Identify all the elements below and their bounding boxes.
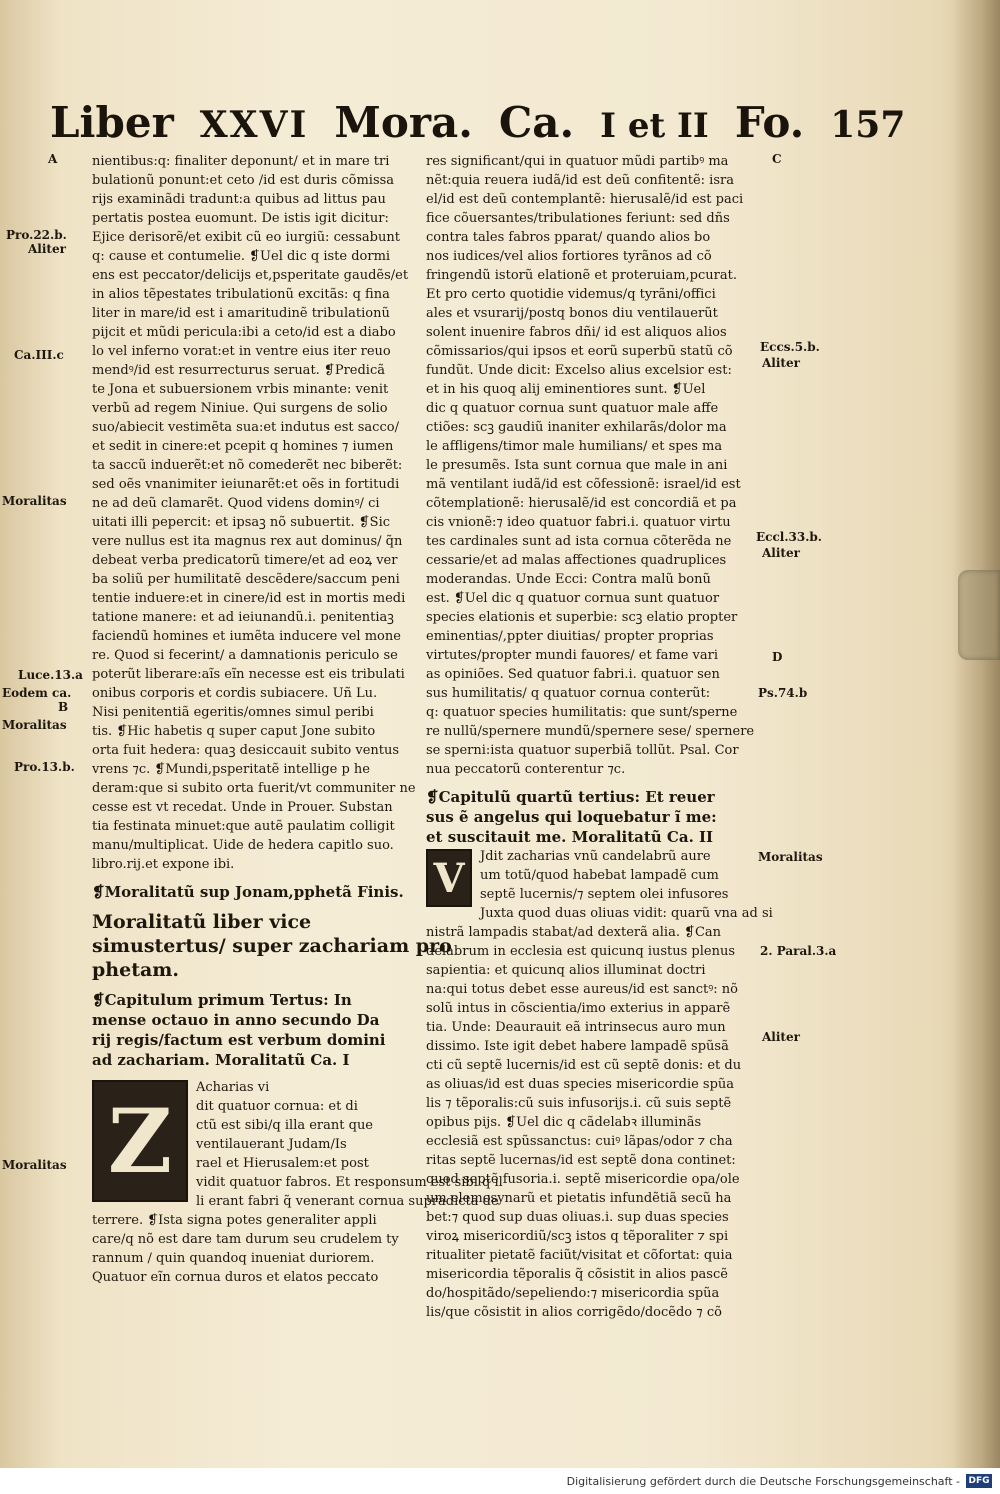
text-line: vidit quatuor fabros. Et responsum est sibi q il xyxy=(196,1175,503,1190)
text-line: tia festinata minuet:que autẽ paulatim colligit xyxy=(92,819,395,834)
text-line: fice cõuersantes/tribulationes feriunt: sed dñs xyxy=(426,211,730,226)
text-line: mã ventilant iudã/id est cõfessionẽ: israel/id est xyxy=(426,477,741,492)
text-line: species elationis et superbie: scꝫ elatio propter xyxy=(426,610,738,625)
text-line: na:qui totus debet esse aureus/id est sanctꝰ: nõ xyxy=(426,982,738,997)
text-line: dit quatuor cornua: et di xyxy=(196,1099,358,1114)
header-book-number: XXVI xyxy=(199,104,309,146)
text-line: ritualiter pietatẽ faciũt/visitat et cõfortat: quia xyxy=(426,1248,733,1263)
page-edge-shadow xyxy=(952,0,1000,1468)
text-line: Et pro certo quotidie videmus/q tyrãni/offici xyxy=(426,287,716,302)
margin-aliter-right-3: Aliter xyxy=(762,1030,800,1044)
margin-ref-eccl33: Eccl.33.b. xyxy=(756,530,822,544)
text-line: ta saccũ induerẽt:et nõ comederẽt nec biberẽt: xyxy=(92,458,403,473)
text-line: faciendũ homines et iumẽta inducere vel mone xyxy=(92,629,401,644)
text-line: vere nullus est ita magnus rex aut dominus/ q̃n xyxy=(92,534,403,549)
margin-letter-c: C xyxy=(772,152,782,166)
margin-moralitas-right: Moralitas xyxy=(758,850,823,864)
text-line: cis vnionẽ:⁊ ideo quatuor fabri.i. quatuor virtu xyxy=(426,515,731,530)
margin-letter-b: B xyxy=(58,700,69,714)
text-line: ens est peccator/delicijs et,psperitate gaudẽs/et xyxy=(92,268,409,283)
text-line: le presumẽs. Ista sunt cornua que male in ani xyxy=(426,458,728,473)
text-line: tes cardinales sunt ad ista cornua cõterẽda ne xyxy=(426,534,732,549)
text-line: sed oẽs vnanimiter ieiunarẽt:et oẽs in fortitudi xyxy=(92,477,400,492)
text-line: cti cũ septẽ lucernis/id est cũ septẽ donis: et du xyxy=(426,1058,742,1073)
text-line: lo vel inferno vorat:et in ventre eius iter reuo xyxy=(92,344,391,359)
text-line: in alios tẽpestates tribulationũ excitãs: q fina xyxy=(92,287,390,302)
text-line: vrens ⁊c. ❡Mundi,psperitatẽ intellige p he xyxy=(92,762,370,777)
margin-letter-a: A xyxy=(48,152,58,166)
text-line: ctũ est sibi/q illa erant que xyxy=(196,1118,374,1133)
book-heading-line-3: phetam. xyxy=(92,959,179,981)
text-line: nẽt:quia reuera iudã/id est deũ confitentẽ: isra xyxy=(426,173,734,188)
text-line: as oliuas/id est duas species misericordie spũa xyxy=(426,1077,735,1092)
text-line: ctiões: scꝫ gaudiũ inaniter exhilarãs/dolor ma xyxy=(426,420,727,435)
text-line: suo/abiecit vestimẽta sua:et indutus est sacco/ xyxy=(92,420,399,435)
margin-moralitas-2: Moralitas xyxy=(2,718,67,732)
text-line: dic q quatuor cornua sunt quatuor male affe xyxy=(426,401,719,416)
text-line: le affligens/timor male humilians/ et spes ma xyxy=(426,439,723,454)
header-folio-number: 157 xyxy=(830,104,906,146)
text-line: um totũ/quod habebat lampadẽ cum xyxy=(480,868,719,883)
text-line: uitati illi pepercit: et ipsaꝫ nõ subuertit. ❡Sic xyxy=(92,515,391,530)
text-line: terrere. ❡Ista signa potes generaliter appli xyxy=(92,1213,377,1228)
text-line: opibus pijs. ❡Uel dic q cãdelabꝛ illuminãs xyxy=(426,1115,702,1130)
text-line: Acharias vi xyxy=(196,1080,270,1095)
chapter-heading-line-1: ❡Capitulum primum Tertus: In xyxy=(92,991,352,1009)
running-header xyxy=(50,98,906,158)
text-line: et sedit in cinere:et pcepit q homines ⁊ iumen xyxy=(92,439,394,454)
margin-aliter-left: Aliter xyxy=(28,242,66,256)
text-line: um elemosynarũ et pietatis infundẽtiã secũ ha xyxy=(426,1191,732,1206)
text-line: se sperni:ista quatuor superbiã tollũt. Psal. Cor xyxy=(426,743,739,758)
header-chapter-numbers: I et II xyxy=(600,106,709,146)
text-line: sapientia: et quicunq alios illuminat doctri xyxy=(426,963,706,978)
margin-ref-pro22: Pro.22.b. xyxy=(6,228,67,242)
text-line: Ejice derisorẽ/et exibit cũ eo iurgiũ: cessabunt xyxy=(92,230,400,245)
text-line: lis/que cõsistit in alios corrigẽdo/docẽdo ⁊ cõ xyxy=(426,1305,722,1320)
text-line: mendꝰ/id est resurrecturus seruat. ❡Predicã xyxy=(92,363,385,378)
book-clasp xyxy=(958,570,1000,660)
text-line: orta fuit hedera: quaꝫ desiccauit subito ventus xyxy=(92,743,400,758)
text-line: te Jona et subuersionem vrbis minante: venit xyxy=(92,382,389,397)
text-line: as opiniões. Sed quatuor fabri.i. quatuor sen xyxy=(426,667,720,682)
text-line: pertatis postea euomunt. De istis igit dicitur: xyxy=(92,211,389,226)
chapter-two-heading-line-1: ❡Capitulũ quartũ tertius: Et reuer xyxy=(426,788,715,806)
text-line: fundũt. Unde dicit: Excelso alius excelsior est: xyxy=(426,363,732,378)
footer-bar xyxy=(0,1468,1000,1494)
text-line: contra tales fabros pparat/ quando alios bo xyxy=(426,230,711,245)
chapter-heading-line-4: ad zachariam. Moralitatũ Ca. I xyxy=(92,1051,350,1069)
text-line: debeat verba predicatorũ timere/et ad eoꝝ ver xyxy=(92,553,398,568)
chapter-two-heading-line-2: sus ẽ angelus qui loquebatur ĩ me: xyxy=(426,808,717,826)
text-line: sus humilitatis/ q quatuor cornua conterũt: xyxy=(426,686,711,701)
text-line: cõtemplationẽ: hierusalẽ/id est concordiã et pa xyxy=(426,496,737,511)
decorated-initial-v: V xyxy=(426,849,472,907)
header-liber: Liber xyxy=(50,98,174,147)
text-line: cessarie/et ad malas affectiones quadruplices xyxy=(426,553,727,568)
margin-ref-ps74: Ps.74.b xyxy=(758,686,808,700)
text-line: tia. Unde: Deaurauit eã intrinsecus auro mun xyxy=(426,1020,726,1035)
text-line: ba soliũ per humilitatẽ descẽdere/saccum peni xyxy=(92,572,400,587)
text-line: Nisi penitentiã egeritis/omnes simul peribi xyxy=(92,705,374,720)
margin-letter-d: D xyxy=(772,650,783,664)
header-ca: Ca. xyxy=(498,98,575,147)
text-line: est. ❡Uel dic q quatuor cornua sunt quatuor xyxy=(426,591,720,606)
dfg-logo: DFG xyxy=(966,1474,992,1488)
text-line: res significant/qui in quatuor mũdi partibꝰ ma xyxy=(426,154,729,169)
margin-aliter-right-1: Aliter xyxy=(762,356,800,370)
text-line: ne ad deũ clamarẽt. Quod videns dominꝰ/ ci xyxy=(92,496,380,511)
text-line: delabrum in ecclesia est quicunq iustus plenus xyxy=(426,944,736,959)
footer-credit-text: Digitalisierung gefördert durch die Deutsche Forschungsgemeinschaft - xyxy=(566,1474,960,1488)
text-line: nistrã lampadis stabat/ad dexterã alia. ❡Can xyxy=(426,925,722,940)
text-line: bulationũ ponunt:et ceto /id est duris cõmissa xyxy=(92,173,395,188)
margin-ref-ca3: Ca.III.c xyxy=(14,348,64,362)
text-line: liter in mare/id est i amaritudinẽ tribulationũ xyxy=(92,306,390,321)
margin-moralitas-1: Moralitas xyxy=(2,494,67,508)
left-body-lines xyxy=(92,152,414,874)
text-line: li erant fabri q̃ venerant cornua supradicta de xyxy=(196,1194,499,1209)
text-line: ventilauerant Judam/Is xyxy=(196,1137,347,1152)
text-line: do/hospitãdo/sepeliendo:⁊ misericordia spũa xyxy=(426,1286,720,1301)
right-body-lines xyxy=(426,152,758,779)
margin-ref-luce13: Luce.13.a xyxy=(18,668,83,682)
text-line: cõmissarios/qui ipsos et eorũ superbũ statũ cõ xyxy=(426,344,733,359)
book-heading-line-2: simustertus/ super zachariam pro xyxy=(92,935,452,957)
text-line: virtutes/propter mundi fauores/ et fame vari xyxy=(426,648,718,663)
right-after-initial-lines xyxy=(426,847,758,904)
text-line: Quatuor eĩn cornua duros et elatos peccato xyxy=(92,1270,379,1285)
right-text-column xyxy=(426,152,773,1322)
text-line: el/id est deũ contemplantẽ: hierusalẽ/id est paci xyxy=(426,192,744,207)
text-line: re. Quod si fecerint/ a damnationis periculo se xyxy=(92,648,398,663)
text-line: care/q nõ est dare tam durum seu crudelem ty xyxy=(92,1232,399,1247)
text-line: fringendũ istorũ elationẽ et proteruiam,pcurat. xyxy=(426,268,737,283)
text-line: tentie induere:et in cinere/id est in mortis medi xyxy=(92,591,406,606)
text-line: bet:⁊ quod sup duas oliuas.i. sup duas species xyxy=(426,1210,729,1225)
text-line: cesse est vt recedat. Unde in Prouer. Substan xyxy=(92,800,393,815)
text-line: nua peccatorũ conterentur ⁊c. xyxy=(426,762,626,777)
text-line: et in his quoq alij eminentiores sunt. ❡Uel xyxy=(426,382,706,397)
text-line: ales et vsurarij/postq bonos diu ventilauerũt xyxy=(426,306,718,321)
header-mora: Mora. xyxy=(334,98,473,147)
text-line: viroꝝ misericordiũ/scꝫ istos q tẽporaliter ⁊ spi xyxy=(426,1229,729,1244)
text-line: solũ intus in cõscientia/imo exterius in apparẽ xyxy=(426,1001,731,1016)
text-line: nos iudices/vel alios fortiores tyrãnos ad cõ xyxy=(426,249,712,264)
text-line: septẽ lucernis/⁊ septem olei infusores xyxy=(480,887,729,902)
text-line: Jdit zacharias vnũ candelabrũ aure xyxy=(480,849,711,864)
text-line: libro.rij.et expone ibi. xyxy=(92,857,235,872)
text-line: ecclesiã est spũssanctus: cuiꝰ lãpas/odor ⁊ cha xyxy=(426,1134,733,1149)
chapter-heading-line-2: mense octauo in anno secundo Da xyxy=(92,1011,380,1029)
text-line: q: quatuor species humilitatis: que sunt/sperne xyxy=(426,705,738,720)
left-text-column xyxy=(92,152,503,1287)
text-line: lis ⁊ tẽporalis:cũ suis infusorijs.i. cũ suis septẽ xyxy=(426,1096,732,1111)
text-line: misericordia tẽporalis q̃ cõsistit in alios pascẽ xyxy=(426,1267,728,1282)
initial-z-paragraph xyxy=(92,1078,503,1287)
text-line: pijcit et mũdi pericula:ibi a ceto/id est a diabo xyxy=(92,325,396,340)
text-line: onibus corporis et cordis subiacere. Uñ Lu. xyxy=(92,686,378,701)
text-line: verbũ ad regem Niniue. Qui surgens de solio xyxy=(92,401,388,416)
margin-ref-pro13: Pro.13.b. xyxy=(14,760,75,774)
text-line: manu/multiplicat. Uide de hedera capitlo suo. xyxy=(92,838,394,853)
text-line: moderandas. Unde Ecci: Contra malũ bonũ xyxy=(426,572,711,587)
text-line: Juxta quod duas oliuas vidit: quarũ vna ad si xyxy=(480,906,773,921)
text-line: solent inuenire fabros dñi/ id est aliquos alios xyxy=(426,325,727,340)
margin-ref-eccs5: Eccs.5.b. xyxy=(760,340,820,354)
chapter-two-heading-line-3: et suscitauit me. Moralitatũ Ca. II xyxy=(426,828,714,846)
text-line: rijs examinãdi tradunt:a quibus ad littus pau xyxy=(92,192,386,207)
text-line: nientibus:q: finaliter deponunt/ et in mare tri xyxy=(92,154,390,169)
margin-eodem: Eodem ca. xyxy=(2,686,72,700)
decorated-initial-z: Z xyxy=(92,1080,188,1202)
book-heading-line-1: Moralitatũ liber vice xyxy=(92,911,312,933)
finis-line: ❡Moralitatũ sup Jonam,pphetã Finis. xyxy=(92,883,404,901)
text-line: quod septẽ fusoria.i. septẽ misericordie opa/ole xyxy=(426,1172,740,1187)
text-line: re nullũ/spernere mundũ/spernere sese/ spernere xyxy=(426,724,755,739)
text-line: ritas septẽ lucernas/id est septẽ dona continet: xyxy=(426,1153,736,1168)
header-fo: Fo. xyxy=(734,98,805,147)
text-line: rael et Hierusalem:et post xyxy=(196,1156,369,1171)
text-line: tatione manere: et ad ieiunandũ.i. penitentiaꝫ xyxy=(92,610,394,625)
text-line: dissimo. Iste igit debet habere lampadẽ spũsã xyxy=(426,1039,729,1054)
text-line: deram:que si subito orta fuerit/vt communiter ne xyxy=(92,781,416,796)
margin-aliter-right-2: Aliter xyxy=(762,546,800,560)
text-line: poterũt liberare:aĩs eĩn necesse est eis tribulati xyxy=(92,667,405,682)
chapter-heading-line-3: rij regis/factum est verbum domini xyxy=(92,1031,386,1049)
text-line: rannum / quin quandoq inueniat duriorem. xyxy=(92,1251,375,1266)
text-line: tis. ❡Hic habetis q super caput Jone subito xyxy=(92,724,376,739)
margin-ref-paral: 2. Paral.3.a xyxy=(760,944,837,958)
initial-v-paragraph xyxy=(426,847,758,904)
margin-moralitas-3: Moralitas xyxy=(2,1158,67,1172)
right-body-lines-continued xyxy=(426,904,773,1322)
text-line: q: cause et contumelie. ❡Uel dic q iste dormi xyxy=(92,249,391,264)
text-line: eminentias/,ppter diuitias/ propter proprias xyxy=(426,629,714,644)
